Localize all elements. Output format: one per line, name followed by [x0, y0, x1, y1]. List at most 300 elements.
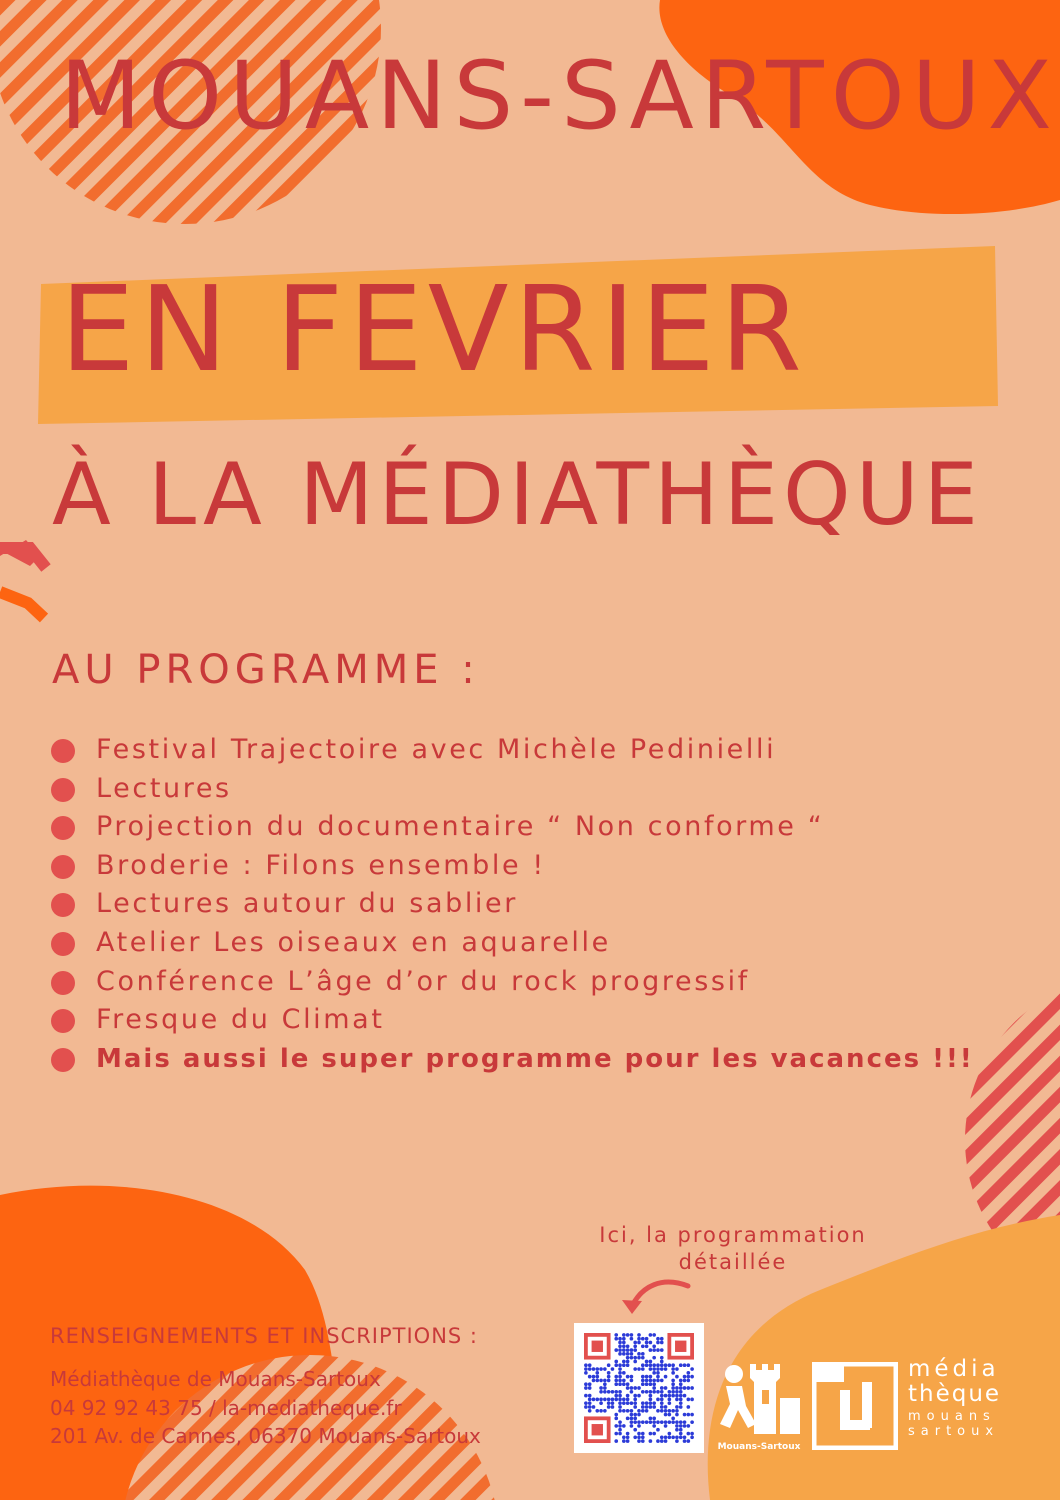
- programme-list: [48, 731, 974, 1078]
- qr-module: [686, 1432, 690, 1436]
- qr-module: [656, 1371, 660, 1375]
- qr-module: [599, 1398, 603, 1402]
- qr-module: [622, 1379, 626, 1383]
- qr-module: [675, 1424, 679, 1428]
- qr-module: [630, 1352, 634, 1356]
- list-item: [48, 847, 974, 886]
- qr-module: [614, 1394, 618, 1398]
- qr-module: [679, 1405, 683, 1409]
- qr-module: [588, 1375, 592, 1379]
- qr-module: [641, 1390, 645, 1394]
- qr-module: [618, 1432, 622, 1436]
- qr-module: [690, 1420, 694, 1424]
- qr-module: [652, 1390, 656, 1394]
- qr-module: [652, 1348, 656, 1352]
- qr-module: [652, 1432, 656, 1436]
- qr-module: [675, 1367, 679, 1371]
- qr-module: [614, 1348, 618, 1352]
- qr-module: [660, 1363, 664, 1367]
- qr-module: [614, 1379, 618, 1383]
- qr-module: [622, 1363, 626, 1367]
- bullet-icon: [51, 1009, 75, 1033]
- list-item-label: Mais aussi le super programme pour les vacances !!!: [96, 1043, 974, 1074]
- qr-module: [633, 1360, 637, 1364]
- qr-module: [607, 1390, 611, 1394]
- qr-module: [649, 1375, 653, 1379]
- qr-module: [641, 1382, 645, 1386]
- qr-module: [649, 1420, 653, 1424]
- qr-module: [690, 1375, 694, 1379]
- programme-heading: AU PROGRAMME :: [52, 647, 480, 693]
- qr-module: [633, 1341, 637, 1345]
- qr-module: [683, 1439, 687, 1443]
- qr-module: [614, 1413, 618, 1417]
- qr-module: [652, 1386, 656, 1390]
- qr-module: [607, 1363, 611, 1367]
- qr-code[interactable]: [574, 1323, 704, 1453]
- town-logo-label: Mouans-Sartoux: [717, 1442, 801, 1452]
- qr-module: [637, 1420, 641, 1424]
- qr-module: [656, 1337, 660, 1341]
- mediatheque-logo-mark: [812, 1362, 898, 1450]
- qr-module: [603, 1390, 607, 1394]
- qr-module: [637, 1432, 641, 1436]
- qr-module: [679, 1432, 683, 1436]
- qr-module: [630, 1375, 634, 1379]
- qr-module: [641, 1435, 645, 1439]
- qr-module: [686, 1375, 690, 1379]
- qr-module: [664, 1367, 668, 1371]
- qr-module: [660, 1337, 664, 1341]
- qr-module: [588, 1382, 592, 1386]
- qr-module: [630, 1424, 634, 1428]
- qr-module: [679, 1379, 683, 1383]
- qr-module: [599, 1390, 603, 1394]
- qr-module: [686, 1424, 690, 1428]
- qr-module: [626, 1401, 630, 1405]
- qr-module: [626, 1432, 630, 1436]
- qr-module: [637, 1435, 641, 1439]
- qr-module: [637, 1356, 641, 1360]
- qr-module: [649, 1405, 653, 1409]
- qr-module: [671, 1394, 675, 1398]
- qr-module: [679, 1363, 683, 1367]
- qr-module: [618, 1420, 622, 1424]
- list-item-label: Fresque du Climat: [96, 1004, 385, 1036]
- qr-module: [614, 1417, 618, 1421]
- qr-module: [614, 1398, 618, 1402]
- qr-module: [686, 1386, 690, 1390]
- qr-module: [675, 1413, 679, 1417]
- qr-module: [652, 1420, 656, 1424]
- qr-module: [664, 1405, 668, 1409]
- qr-module: [668, 1409, 672, 1413]
- qr-module: [630, 1348, 634, 1352]
- qr-module: [630, 1337, 634, 1341]
- qr-finder-pattern: [592, 1341, 603, 1352]
- qr-module: [645, 1337, 649, 1341]
- qr-module: [664, 1413, 668, 1417]
- qr-module: [588, 1405, 592, 1409]
- qr-module: [618, 1344, 622, 1348]
- list-item: [48, 1040, 974, 1079]
- qr-module: [618, 1363, 622, 1367]
- qr-module: [622, 1371, 626, 1375]
- qr-module: [679, 1382, 683, 1386]
- qr-module: [668, 1398, 672, 1402]
- qr-module: [683, 1363, 687, 1367]
- city-title: MOUANS-SARTOUX: [60, 42, 1059, 151]
- list-item: [48, 770, 974, 809]
- qr-module: [603, 1379, 607, 1383]
- qr-module: [611, 1405, 615, 1409]
- qr-module: [671, 1367, 675, 1371]
- qr-module: [660, 1420, 664, 1424]
- bullet-icon: [51, 893, 75, 917]
- qr-module: [622, 1344, 626, 1348]
- qr-module: [664, 1363, 668, 1367]
- qr-module: [649, 1367, 653, 1371]
- qr-module: [626, 1356, 630, 1360]
- qr-module: [614, 1360, 618, 1364]
- qr-module: [660, 1386, 664, 1390]
- qr-module: [633, 1348, 637, 1352]
- qr-module: [584, 1363, 588, 1367]
- qr-module: [660, 1409, 664, 1413]
- qr-module: [622, 1341, 626, 1345]
- qr-module: [637, 1439, 641, 1443]
- qr-module: [630, 1356, 634, 1360]
- qr-module: [584, 1367, 588, 1371]
- qr-module: [675, 1375, 679, 1379]
- qr-module: [622, 1439, 626, 1443]
- qr-module: [630, 1379, 634, 1383]
- qr-module: [595, 1409, 599, 1413]
- qr-module: [645, 1382, 649, 1386]
- qr-module: [683, 1435, 687, 1439]
- qr-module: [668, 1390, 672, 1394]
- qr-module: [588, 1401, 592, 1405]
- qr-module: [645, 1390, 649, 1394]
- qr-module: [588, 1394, 592, 1398]
- qr-module: [633, 1401, 637, 1405]
- qr-module: [626, 1352, 630, 1356]
- qr-module: [633, 1435, 637, 1439]
- qr-module: [649, 1333, 653, 1337]
- qr-module: [664, 1439, 668, 1443]
- contact-heading: RENSEIGNEMENTS ET INSCRIPTIONS :: [50, 1324, 478, 1348]
- qr-caption: [588, 1222, 878, 1276]
- qr-module: [660, 1341, 664, 1345]
- qr-module: [679, 1420, 683, 1424]
- qr-module: [607, 1401, 611, 1405]
- qr-module: [618, 1337, 622, 1341]
- qr-module: [588, 1409, 592, 1413]
- qr-module: [660, 1367, 664, 1371]
- qr-module: [686, 1363, 690, 1367]
- qr-module: [622, 1360, 626, 1364]
- qr-module: [630, 1417, 634, 1421]
- qr-module: [641, 1367, 645, 1371]
- qr-module: [641, 1356, 645, 1360]
- qr-module: [588, 1398, 592, 1402]
- qr-module: [637, 1341, 641, 1345]
- qr-module: [603, 1409, 607, 1413]
- qr-module: [683, 1394, 687, 1398]
- qr-module: [649, 1401, 653, 1405]
- qr-module: [660, 1405, 664, 1409]
- qr-module: [603, 1382, 607, 1386]
- chevron-icon-orange: [0, 592, 44, 618]
- qr-module: [660, 1398, 664, 1402]
- qr-module: [671, 1420, 675, 1424]
- list-item-label: Lectures autour du sablier: [96, 888, 518, 920]
- qr-module: [599, 1386, 603, 1390]
- qr-module: [660, 1379, 664, 1383]
- qr-module: [660, 1348, 664, 1352]
- qr-module: [686, 1405, 690, 1409]
- contact-phone-web: 04 92 92 43 75 / la-mediatheque.fr: [50, 1396, 402, 1420]
- qr-module: [618, 1428, 622, 1432]
- qr-module: [633, 1356, 637, 1360]
- qr-module: [637, 1367, 641, 1371]
- place-title: À LA MÉDIATHÈQUE: [52, 445, 984, 545]
- qr-finder-pattern: [675, 1341, 686, 1352]
- qr-module: [649, 1363, 653, 1367]
- contact-address: 201 Av. de Cannes, 06370 Mouans-Sartoux: [50, 1424, 481, 1448]
- qr-caption-line: détaillée: [678, 1250, 788, 1274]
- qr-module: [614, 1390, 618, 1394]
- qr-module: [622, 1409, 626, 1413]
- qr-module: [595, 1371, 599, 1375]
- qr-module: [614, 1439, 618, 1443]
- contact-name: Médiathèque de Mouans-Sartoux: [50, 1367, 381, 1391]
- qr-module: [611, 1398, 615, 1402]
- qr-module: [618, 1405, 622, 1409]
- qr-module: [656, 1390, 660, 1394]
- qr-module: [641, 1420, 645, 1424]
- mediatheque-logo-text: [908, 1358, 1001, 1438]
- qr-module: [599, 1367, 603, 1371]
- qr-module: [652, 1382, 656, 1386]
- logo-text-line: sartoux: [908, 1424, 1000, 1439]
- qr-module: [633, 1394, 637, 1398]
- qr-module: [686, 1379, 690, 1383]
- qr-module: [618, 1371, 622, 1375]
- qr-module: [690, 1435, 694, 1439]
- qr-module: [584, 1405, 588, 1409]
- qr-module: [679, 1435, 683, 1439]
- qr-module: [588, 1386, 592, 1390]
- qr-module: [622, 1401, 626, 1405]
- qr-module: [660, 1360, 664, 1364]
- qr-module: [611, 1367, 615, 1371]
- qr-module: [664, 1394, 668, 1398]
- qr-module: [671, 1363, 675, 1367]
- qr-module: [683, 1379, 687, 1383]
- list-item: [48, 808, 974, 847]
- qr-module: [614, 1432, 618, 1436]
- qr-module: [630, 1390, 634, 1394]
- qr-module: [690, 1413, 694, 1417]
- qr-module: [645, 1375, 649, 1379]
- qr-module: [603, 1386, 607, 1390]
- qr-module: [584, 1386, 588, 1390]
- qr-module: [686, 1439, 690, 1443]
- list-item-label: Projection du documentaire “ Non conforme “: [96, 811, 825, 843]
- qr-module: [641, 1363, 645, 1367]
- qr-module: [630, 1420, 634, 1424]
- qr-module: [652, 1363, 656, 1367]
- qr-module: [641, 1375, 645, 1379]
- qr-module: [645, 1420, 649, 1424]
- qr-module: [668, 1363, 672, 1367]
- qr-module: [649, 1382, 653, 1386]
- qr-module: [592, 1367, 596, 1371]
- list-item-label: Atelier Les oiseaux en aquarelle: [96, 926, 611, 958]
- qr-finder-pattern: [592, 1424, 603, 1435]
- bullet-icon: [51, 1048, 75, 1072]
- qr-module: [649, 1398, 653, 1402]
- qr-module: [633, 1405, 637, 1409]
- qr-module: [622, 1398, 626, 1402]
- qr-module: [641, 1352, 645, 1356]
- list-item-label: Lectures: [96, 772, 232, 804]
- month-title: EN FEVRIER: [60, 260, 807, 398]
- qr-module: [679, 1428, 683, 1432]
- qr-module: [664, 1409, 668, 1413]
- qr-caption-line: Ici, la programmation: [599, 1223, 867, 1247]
- qr-module: [618, 1341, 622, 1345]
- qr-module: [630, 1401, 634, 1405]
- qr-module: [592, 1379, 596, 1383]
- qr-module: [671, 1382, 675, 1386]
- qr-module: [626, 1409, 630, 1413]
- qr-module: [607, 1375, 611, 1379]
- qr-module: [626, 1333, 630, 1337]
- qr-module: [626, 1417, 630, 1421]
- qr-module: [690, 1432, 694, 1436]
- qr-module: [690, 1367, 694, 1371]
- qr-module: [626, 1363, 630, 1367]
- qr-module: [668, 1413, 672, 1417]
- qr-module: [595, 1367, 599, 1371]
- logo-text-line: mouans: [908, 1409, 996, 1424]
- qr-module: [595, 1379, 599, 1383]
- qr-module: [633, 1367, 637, 1371]
- qr-module: [618, 1367, 622, 1371]
- qr-module: [664, 1424, 668, 1428]
- qr-module: [622, 1424, 626, 1428]
- bullet-icon: [51, 816, 75, 840]
- qr-module: [652, 1367, 656, 1371]
- qr-module: [675, 1428, 679, 1432]
- qr-module: [649, 1390, 653, 1394]
- qr-module: [671, 1390, 675, 1394]
- qr-module: [649, 1394, 653, 1398]
- qr-module: [679, 1390, 683, 1394]
- qr-module: [679, 1401, 683, 1405]
- qr-module: [607, 1371, 611, 1375]
- qr-module: [668, 1401, 672, 1405]
- qr-module: [649, 1379, 653, 1383]
- qr-module: [618, 1379, 622, 1383]
- qr-module: [637, 1409, 641, 1413]
- qr-module: [652, 1333, 656, 1337]
- qr-module: [599, 1401, 603, 1405]
- qr-module: [614, 1363, 618, 1367]
- qr-module: [686, 1413, 690, 1417]
- qr-module: [641, 1432, 645, 1436]
- qr-module: [618, 1348, 622, 1352]
- town-logo: [716, 1358, 802, 1454]
- qr-module: [671, 1435, 675, 1439]
- qr-module: [671, 1379, 675, 1383]
- list-item-label: Broderie : Filons ensemble !: [96, 849, 546, 881]
- qr-module: [675, 1435, 679, 1439]
- logo-text-line: thèque: [908, 1381, 1002, 1407]
- qr-module: [626, 1360, 630, 1364]
- qr-module: [652, 1424, 656, 1428]
- qr-module: [660, 1394, 664, 1398]
- qr-module: [618, 1394, 622, 1398]
- qr-module: [607, 1379, 611, 1383]
- qr-module: [679, 1424, 683, 1428]
- qr-module: [671, 1371, 675, 1375]
- qr-module: [584, 1394, 588, 1398]
- qr-module: [622, 1337, 626, 1341]
- qr-module: [675, 1386, 679, 1390]
- qr-module: [633, 1386, 637, 1390]
- qr-module: [656, 1428, 660, 1432]
- qr-module: [668, 1435, 672, 1439]
- qr-module: [656, 1341, 660, 1345]
- qr-module: [660, 1401, 664, 1405]
- qr-module: [641, 1409, 645, 1413]
- qr-module: [649, 1439, 653, 1443]
- qr-module: [633, 1398, 637, 1402]
- qr-module: [614, 1375, 618, 1379]
- qr-module: [637, 1394, 641, 1398]
- qr-module: [603, 1367, 607, 1371]
- qr-module: [649, 1360, 653, 1364]
- qr-module: [618, 1401, 622, 1405]
- qr-module: [633, 1428, 637, 1432]
- list-item: [48, 924, 974, 963]
- qr-module: [652, 1344, 656, 1348]
- qr-module: [645, 1363, 649, 1367]
- qr-module: [668, 1420, 672, 1424]
- qr-module: [652, 1356, 656, 1360]
- qr-module: [626, 1386, 630, 1390]
- qr-module: [614, 1424, 618, 1428]
- qr-module: [652, 1401, 656, 1405]
- qr-module: [675, 1398, 679, 1402]
- qr-module: [633, 1417, 637, 1421]
- qr-module: [618, 1382, 622, 1386]
- qr-module: [645, 1344, 649, 1348]
- qr-module: [656, 1398, 660, 1402]
- qr-module: [622, 1352, 626, 1356]
- qr-module: [637, 1386, 641, 1390]
- qr-module: [649, 1417, 653, 1421]
- qr-module: [637, 1337, 641, 1341]
- qr-module: [656, 1379, 660, 1383]
- qr-module: [622, 1435, 626, 1439]
- arrow-head-icon: [622, 1300, 642, 1314]
- qr-module: [622, 1333, 626, 1337]
- qr-module: [626, 1348, 630, 1352]
